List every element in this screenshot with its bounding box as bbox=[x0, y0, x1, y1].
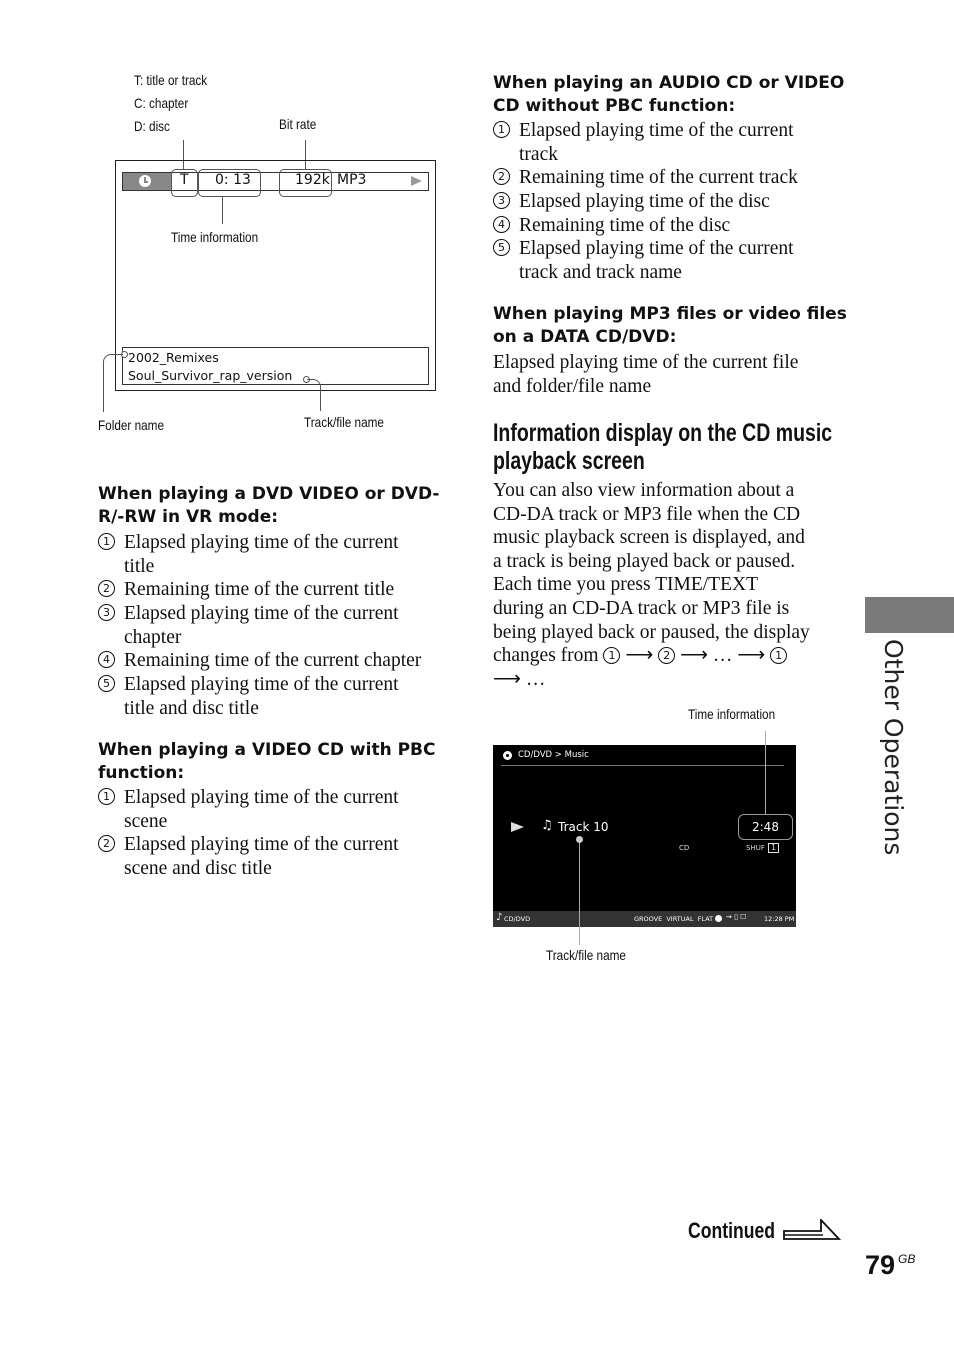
leader-dot bbox=[576, 836, 583, 843]
callout-bitrate bbox=[279, 169, 332, 197]
breadcrumb: CD/DVD > Music bbox=[518, 750, 589, 760]
osd-status-bar bbox=[122, 172, 429, 191]
disc-icon bbox=[715, 915, 722, 922]
audio-heading: When playing an AUDIO CD or VIDEO CD without PBC function: bbox=[493, 73, 845, 116]
continued-label: Continued bbox=[688, 1218, 776, 1243]
osd-clock-area bbox=[123, 173, 172, 190]
section-title: Information display on the CD music playback screen bbox=[493, 419, 833, 475]
legend-disc: D: disc bbox=[134, 118, 170, 134]
music-note-icon: ♪ bbox=[496, 912, 503, 923]
osd-mode: T bbox=[180, 172, 189, 188]
osd-format: MP3 bbox=[337, 172, 367, 188]
status-icons: ⇝ ▯ ☐ bbox=[726, 913, 747, 921]
legend-chapter: C: chapter bbox=[134, 95, 189, 111]
elapsed-time: 2:48 bbox=[752, 820, 779, 834]
callout-time bbox=[198, 169, 261, 197]
list-item: 2 Remaining time of the current track bbox=[493, 166, 833, 190]
osd-bitrate: 192k bbox=[295, 172, 330, 188]
time-info-label: Time information bbox=[171, 229, 259, 245]
list-item: 4 Remaining time of the disc bbox=[493, 214, 833, 238]
list-item: 4 Remaining time of the current chapter bbox=[98, 649, 438, 673]
disc-icon bbox=[503, 751, 512, 760]
leader-line bbox=[579, 843, 580, 945]
vcd-heading: When playing a VIDEO CD with PBC function: bbox=[98, 740, 436, 783]
continued-arrow-icon bbox=[783, 1219, 841, 1241]
info-body: You can also view information about a CD-DA track or MP3 file when the CD music playback screen is displayed, and a track is being played back or paused. Each time you press TIME/TEXT during an CD-DA track or MP3 file is being played back or paused, the display changes from 1 ⟶ 2 ⟶ … ⟶ 1 ⟶ … bbox=[493, 480, 810, 690]
list-item: 1 Elapsed playing time of the current scene bbox=[98, 786, 438, 833]
list-item: 5 Elapsed playing time of the current track and track name bbox=[493, 237, 833, 284]
leader-line bbox=[765, 731, 766, 814]
clock: 12:28 PM bbox=[764, 915, 795, 923]
dvd-heading: When playing a DVD VIDEO or DVD- R/-RW in VR mode: bbox=[98, 484, 440, 527]
screen-footer bbox=[493, 911, 796, 927]
leader-line bbox=[103, 354, 123, 412]
list-item: 5 Elapsed playing time of the current title and disc title bbox=[98, 673, 438, 720]
side-tab bbox=[876, 639, 916, 856]
mp3-heading: When playing MP3 files or video files on a DATA CD/DVD: bbox=[493, 304, 847, 347]
clock-icon bbox=[139, 175, 151, 187]
osd-time: 0: 13 bbox=[215, 172, 251, 188]
repeat-icon: 1 bbox=[768, 843, 779, 853]
osd-folder-name: 2002_Remixes bbox=[128, 350, 219, 365]
osd-name-box bbox=[122, 347, 429, 385]
music-note-icon: ♫ bbox=[541, 818, 553, 833]
legend-title-track: T: title or track bbox=[134, 72, 208, 88]
leader-line bbox=[307, 379, 321, 411]
time-info-label: Time information bbox=[688, 706, 776, 722]
leader-line bbox=[222, 197, 223, 224]
sound-modes: GROOVE VIRTUAL FLAT bbox=[634, 915, 714, 923]
shuffle-label: SHUF bbox=[746, 844, 765, 852]
play-icon bbox=[511, 822, 524, 832]
side-tab-marker bbox=[865, 597, 954, 633]
bit-rate-label: Bit rate bbox=[279, 116, 317, 132]
page-suffix: GB bbox=[898, 1252, 916, 1266]
list-item: 2 Elapsed playing time of the current scene and disc title bbox=[98, 833, 438, 880]
list-item: 1 Elapsed playing time of the current track bbox=[493, 119, 833, 166]
divider bbox=[501, 765, 784, 766]
play-icon bbox=[411, 176, 422, 186]
track-file-label: Track/file name bbox=[546, 947, 626, 963]
list-item: 3 Elapsed playing time of the current chapter bbox=[98, 602, 438, 649]
list-item: 1 Elapsed playing time of the current title bbox=[98, 531, 438, 578]
mp3-body: Elapsed playing time of the current file and folder/file name bbox=[493, 352, 799, 397]
callout-time bbox=[738, 814, 793, 840]
list-item: 2 Remaining time of the current title bbox=[98, 578, 438, 602]
page-number: 79 bbox=[865, 1250, 896, 1280]
source-label: CD bbox=[679, 844, 690, 852]
side-tab-label: Other Operations bbox=[879, 639, 908, 856]
track-title: Track 10 bbox=[558, 820, 609, 834]
list-item: 3 Elapsed playing time of the disc bbox=[493, 190, 833, 214]
osd-file-name: Soul_Survivor_rap_version bbox=[128, 368, 293, 383]
folder-name-label: Folder name bbox=[98, 417, 165, 433]
callout-mode bbox=[171, 169, 198, 197]
osd-screen bbox=[115, 160, 436, 391]
track-file-label: Track/file name bbox=[304, 414, 384, 430]
footer-source: CD/DVD bbox=[504, 915, 531, 923]
